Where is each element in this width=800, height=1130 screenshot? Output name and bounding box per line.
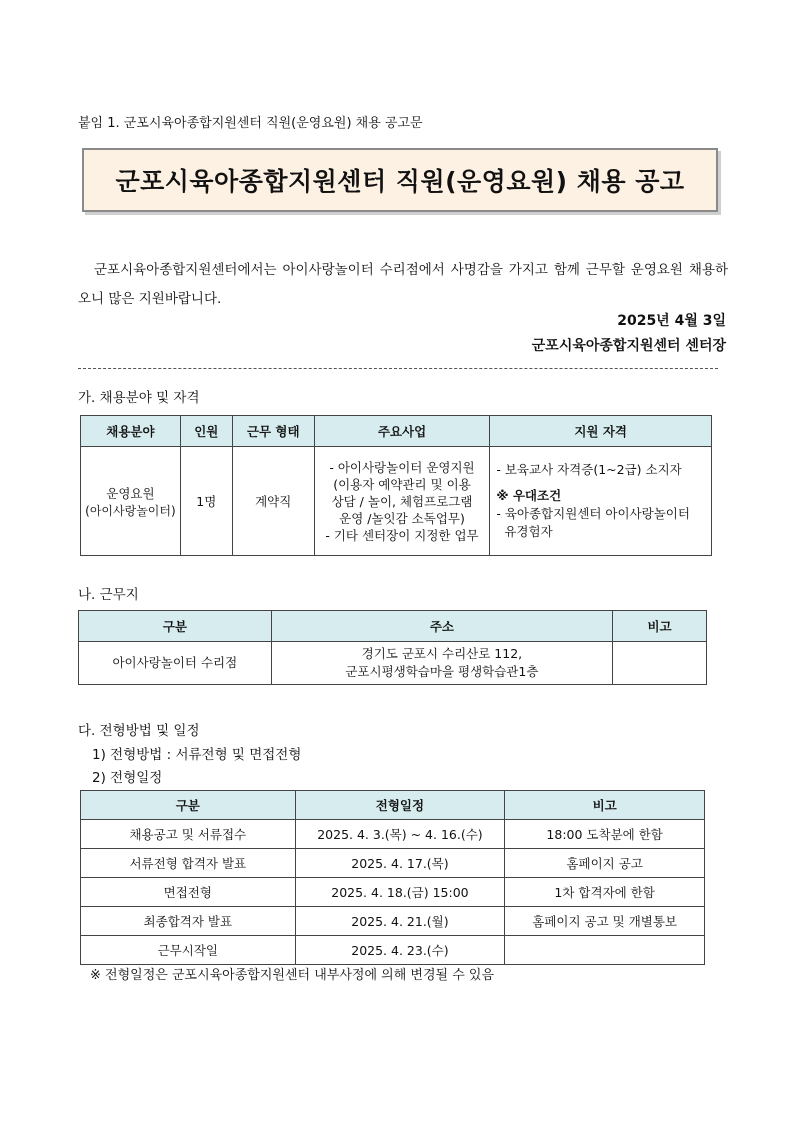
stage-cell: 최종합격자 발표 (81, 907, 296, 936)
stage-cell: 채용공고 및 서류접수 (81, 820, 296, 849)
header-count: 인원 (180, 416, 232, 447)
table-row (81, 447, 712, 556)
intro-text: 군포시육아종합지원센터에서는 아이사랑놀이터 수리점에서 사명감을 가지고 함께 근무할 운영요원 채용하오니 많은 지원바랍니다. (78, 262, 728, 307)
duty-line: - 기타 센터장이 지정한 업무 (325, 527, 479, 543)
table-header-row (81, 791, 705, 820)
date-cell: 2025. 4. 18.(금) 15:00 (295, 878, 505, 907)
duties-cell (314, 447, 490, 556)
note-cell: 홈페이지 공고 및 개별통보 (505, 907, 705, 936)
schedule-table (80, 790, 705, 965)
header-duties: 주요사업 (314, 416, 490, 447)
note-cell: 1차 합격자에 한함 (505, 878, 705, 907)
stage-cell: 근무시작일 (81, 936, 296, 965)
address-line: 경기도 군포시 수리산로 112, (361, 646, 523, 661)
qual-pref-line: - 육아종합지원센터 아이사랑놀이터 (496, 506, 690, 521)
field-name: 운영요원 (106, 485, 155, 501)
title-box (82, 148, 718, 212)
date-cell: 2025. 4. 21.(월) (295, 907, 505, 936)
header-schedule: 전형일정 (295, 791, 505, 820)
table-row (81, 878, 705, 907)
qualification-cell (490, 447, 712, 556)
header-note: 비고 (505, 791, 705, 820)
note-cell (505, 936, 705, 965)
header-stage: 구분 (81, 791, 296, 820)
remark-cell (613, 642, 707, 685)
section-a-heading: 가. 채용분야 및 자격 (78, 390, 200, 406)
header-field: 채용분야 (81, 416, 181, 447)
stage-cell: 서류전형 합격자 발표 (81, 849, 296, 878)
notice-date: 2025년 4월 3일 (617, 313, 726, 329)
schedule-footnote: ※ 전형일정은 군포시육아종합지원센터 내부사정에 의해 변경될 수 있음 (90, 968, 495, 983)
section-b-heading: 나. 근무지 (78, 587, 139, 603)
header-category: 구분 (79, 611, 272, 642)
field-sub: (아이사랑놀이터) (85, 503, 176, 518)
recruitment-table (80, 415, 712, 556)
address-line: 군포시평생학습마을 평생학습관1층 (345, 664, 539, 679)
qual-pref-line: 유경험자 (504, 524, 553, 539)
selection-method: 1) 전형방법 : 서류전형 및 면접전형 (92, 747, 302, 763)
table-row (79, 642, 707, 685)
date-cell: 2025. 4. 3.(목) ~ 4. 16.(수) (295, 820, 505, 849)
work-type-cell: 계약직 (232, 447, 314, 556)
qual-main: - 보육교사 자격증(1~2급) 소지자 (496, 462, 682, 477)
page-title: 군포시육아종합지원센터 직원(운영요원) 채용 공고 (115, 167, 685, 196)
duty-line: (이용자 예약관리 및 이용 (333, 476, 471, 492)
table-header-row (81, 416, 712, 447)
note-cell: 18:00 도착분에 한함 (505, 820, 705, 849)
field-cell (81, 447, 181, 556)
workplace-table (78, 610, 707, 685)
count-cell: 1명 (180, 447, 232, 556)
stage-cell: 면접전형 (81, 878, 296, 907)
duty-line: - 아이사랑놀이터 운영지원 (329, 459, 475, 475)
issuer: 군포시육아종합지원센터 센터장 (531, 338, 726, 354)
date-cell: 2025. 4. 17.(목) (295, 849, 505, 878)
attachment-label: 붙임 1. 군포시육아종합지원센터 직원(운영요원) 채용 공고문 (78, 116, 423, 131)
date-cell: 2025. 4. 23.(수) (295, 936, 505, 965)
schedule-title: 2) 전형일정 (92, 770, 163, 786)
place-cell: 아이사랑놀이터 수리점 (79, 642, 272, 685)
section-c-heading: 다. 전형방법 및 일정 (78, 723, 200, 739)
header-qualification: 지원 자격 (490, 416, 712, 447)
duty-line: 상담 / 놀이, 체험프로그램 (331, 493, 473, 509)
qual-pref-title: ※ 우대조건 (496, 488, 562, 503)
note-cell: 홈페이지 공고 (505, 849, 705, 878)
header-work-type: 근무 형태 (232, 416, 314, 447)
header-address: 주소 (271, 611, 612, 642)
divider (78, 368, 718, 369)
header-remark: 비고 (613, 611, 707, 642)
duty-line: 운영 /놀잇감 소독업무) (339, 510, 465, 526)
intro-paragraph (78, 256, 728, 314)
table-header-row (79, 611, 707, 642)
table-row (81, 907, 705, 936)
table-row (81, 820, 705, 849)
table-row (81, 849, 705, 878)
table-row (81, 936, 705, 965)
address-cell (271, 642, 612, 685)
